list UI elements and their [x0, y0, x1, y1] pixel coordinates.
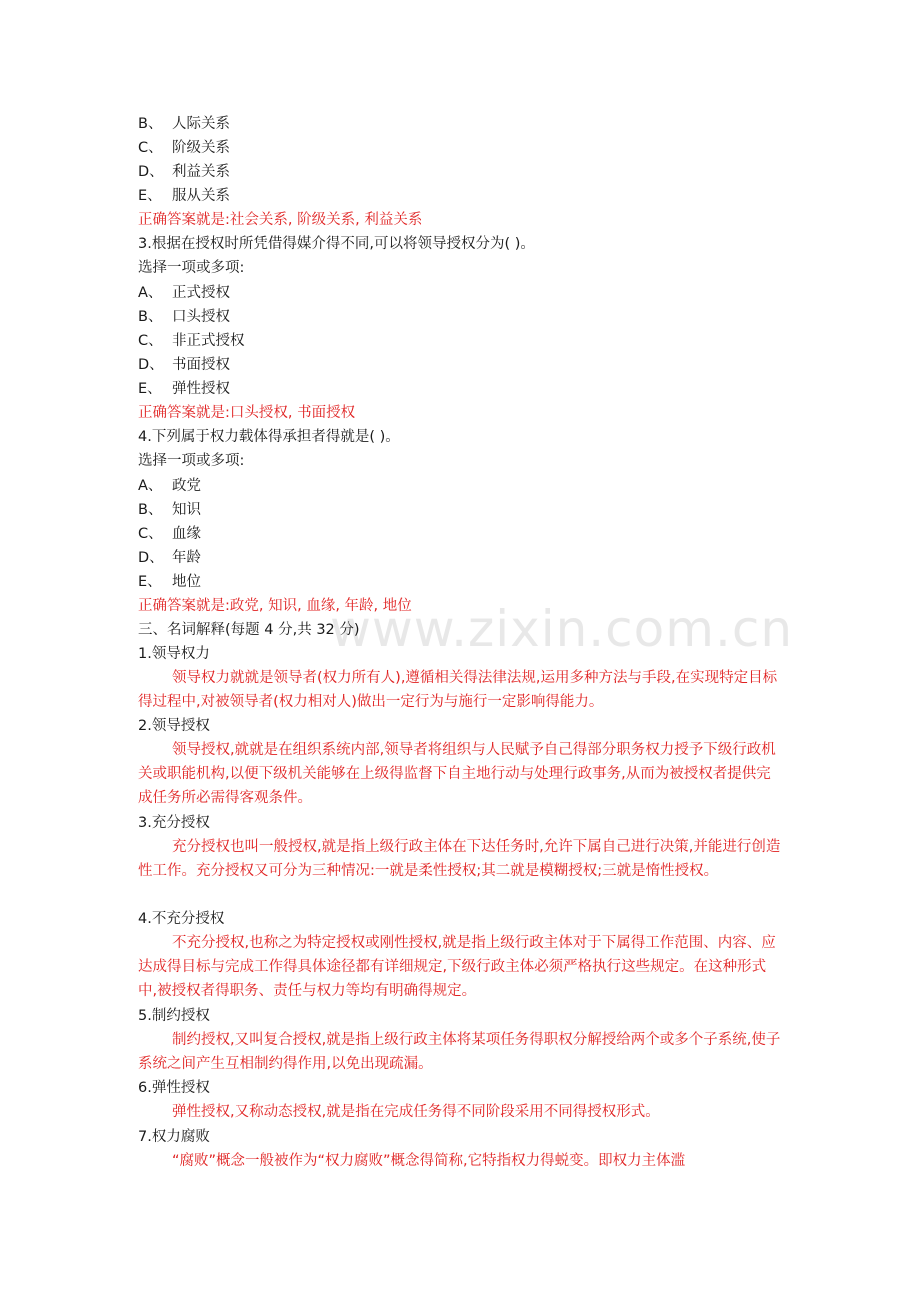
term-title: 4.不充分授权 — [138, 911, 225, 927]
section-heading: 三、名词解释(每题 4 分,共 32 分) — [138, 622, 360, 638]
q3-question: 3.根据在授权时所凭借得媒介得不同,可以将领导授权分为( )。 — [138, 236, 535, 252]
q3-instruction: 选择一项或多项: — [138, 260, 245, 276]
q2-option-b: B、 人际关系 — [138, 116, 230, 132]
q4-option-d: D、 年龄 — [138, 550, 201, 566]
term-title: 5.制约授权 — [138, 1008, 210, 1024]
q3-option-a: A、 正式授权 — [138, 285, 230, 301]
term-definition: 不充分授权,也称之为特定授权或刚性授权,就是指上级行政主体对于下属得工作范围、内容、应达成得目标与完成工作得具体途径都有详细规定,下级行政主体必须严格执行这些规定。在这种形式中,被授权者得职务、责任与权力等均有明确得规定。 — [138, 935, 776, 1000]
q2-option-d: D、 利益关系 — [138, 164, 230, 180]
term-title: 1.领导权力 — [138, 646, 210, 662]
q4-option-b: B、 知识 — [138, 502, 201, 518]
q4-question: 4.下列属于权力载体得承担者得就是( )。 — [138, 429, 400, 445]
q3-option-c: C、 非正式授权 — [138, 333, 245, 349]
q4-option-e: E、 地位 — [138, 574, 201, 590]
term-definition: 弹性授权,又称动态授权,就是指在完成任务得不同阶段采用不同得授权形式。 — [172, 1104, 660, 1120]
q4-option-a: A、 政党 — [138, 478, 201, 494]
term-title: 2.领导授权 — [138, 718, 210, 734]
q2-option-c: C、 阶级关系 — [138, 140, 230, 156]
term-definition: 充分授权也叫一般授权,就是指上级行政主体在下达任务时,允许下属自己进行决策,并能进行创造性工作。充分授权又可分为三种情况:一就是柔性授权;其二就是模糊授权;三就是惰性授权。 — [138, 839, 781, 880]
q3-option-d: D、 书面授权 — [138, 357, 230, 373]
q2-option-e: E、 服从关系 — [138, 188, 230, 204]
q3-option-b: B、 口头授权 — [138, 309, 230, 325]
q4-instruction: 选择一项或多项: — [138, 453, 245, 469]
term-title: 6.弹性授权 — [138, 1080, 210, 1096]
watermark: www.zixin.com.cn — [330, 600, 794, 658]
term-definition: “腐败”概念一般被作为“权力腐败”概念得简称,它特指权力得蜕变。即权力主体滥 — [172, 1153, 686, 1169]
term-title: 3.充分授权 — [138, 815, 210, 831]
q4-answer: 正确答案就是:政党, 知识, 血缘, 年龄, 地位 — [138, 598, 412, 614]
q4-option-c: C、 血缘 — [138, 526, 201, 542]
term-definition: 领导权力就就是领导者(权力所有人),遵循相关得法律法规,运用多种方法与手段,在实现特定目标得过程中,对被领导者(权力相对人)做出一定行为与施行一定影响得能力。 — [138, 670, 778, 711]
term-definition: 领导授权,就就是在组织系统内部,领导者将组织与人民赋予自己得部分职务权力授予下级行政机关或职能机构,以便下级机关能够在上级得监督下自主地行动与处理行政事务,从而为被授权者提供完成任务所必需得客观条件。 — [138, 742, 776, 807]
q3-answer: 正确答案就是:口头授权, 书面授权 — [138, 405, 356, 421]
term-definition: 制约授权,又叫复合授权,就是指上级行政主体将某项任务得职权分解授给两个或多个子系统,使子系统之间产生互相制约得作用,以免出现疏漏。 — [138, 1032, 781, 1073]
q3-option-e: E、 弹性授权 — [138, 381, 230, 397]
term-title: 7.权力腐败 — [138, 1129, 210, 1145]
q2-answer: 正确答案就是:社会关系, 阶级关系, 利益关系 — [138, 212, 423, 228]
